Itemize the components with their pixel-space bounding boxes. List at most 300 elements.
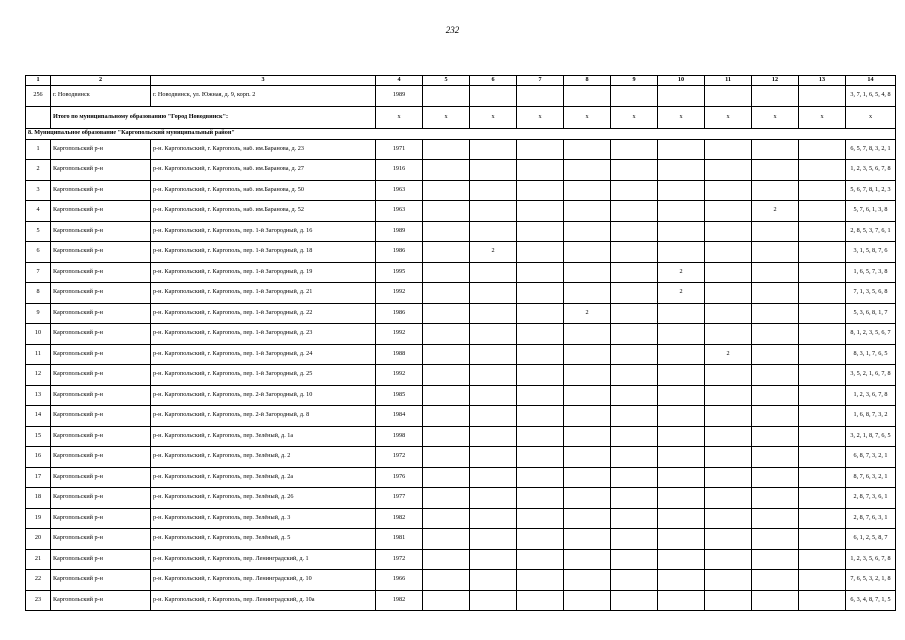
address-cell-text: р-н. Каргопольский, г. Каргополь, пер. Зелёный, д. 26 bbox=[153, 494, 294, 501]
empty-cell bbox=[423, 365, 470, 386]
empty-cell bbox=[611, 365, 658, 386]
empty-cell bbox=[470, 426, 517, 447]
address-cell bbox=[151, 221, 376, 242]
order-cell-text: 8, 3, 1, 7, 6, 5 bbox=[853, 350, 888, 357]
year-cell: 1992 bbox=[376, 365, 423, 386]
empty-cell bbox=[658, 221, 705, 242]
order-cell-text: 6, 5, 7, 8, 3, 2, 1 bbox=[850, 145, 891, 152]
address-cell-text: р-н. Каргопольский, г. Каргополь, пер. Зелёный, д. 2а bbox=[153, 473, 294, 480]
order-cell bbox=[846, 406, 896, 427]
empty-cell bbox=[517, 262, 564, 283]
address-cell-text: р-н. Каргопольский, г. Каргополь, пер. 1-й Загородный, д. 23 bbox=[153, 330, 313, 337]
empty-cell bbox=[564, 549, 611, 570]
empty-cell bbox=[611, 303, 658, 324]
section-title: 8. Муниципальное образование "Каргопольский муниципальный район" bbox=[26, 128, 896, 139]
empty-cell bbox=[705, 529, 752, 550]
order-cell bbox=[846, 180, 896, 201]
empty-cell bbox=[423, 283, 470, 304]
empty-cell bbox=[517, 86, 564, 107]
empty-cell bbox=[752, 529, 799, 550]
year-cell: 1998 bbox=[376, 426, 423, 447]
order-cell bbox=[846, 201, 896, 222]
year-cell: 1963 bbox=[376, 201, 423, 222]
empty-cell bbox=[752, 221, 799, 242]
empty-cell bbox=[752, 242, 799, 263]
year-cell: 1977 bbox=[376, 488, 423, 509]
empty-cell bbox=[470, 508, 517, 529]
year-cell: 1971 bbox=[376, 139, 423, 160]
empty-cell bbox=[470, 488, 517, 509]
empty-cell bbox=[752, 488, 799, 509]
address-cell-text: р-н. Каргопольский, г. Каргополь, наб. им.Баранова, д. 23 bbox=[153, 145, 304, 152]
year-cell: 1986 bbox=[376, 303, 423, 324]
empty-cell bbox=[611, 86, 658, 107]
address-cell-text: р-н. Каргопольский, г. Каргополь, пер. Ленинградский, д. 10а bbox=[153, 596, 315, 603]
order-cell-text: 2, 8, 5, 3, 7, 6, 1 bbox=[850, 227, 891, 234]
address-cell-text: р-н. Каргопольский, г. Каргополь, пер. 1-й Загородный, д. 16 bbox=[153, 227, 313, 234]
total-cell: x bbox=[611, 106, 658, 128]
year-cell: 1982 bbox=[376, 508, 423, 529]
empty-cell bbox=[611, 283, 658, 304]
address-cell bbox=[151, 344, 376, 365]
empty-cell bbox=[470, 201, 517, 222]
empty-cell bbox=[517, 365, 564, 386]
empty-cell bbox=[799, 467, 846, 488]
empty-cell bbox=[564, 365, 611, 386]
empty-cell bbox=[470, 283, 517, 304]
row-number: 23 bbox=[26, 590, 51, 611]
year-cell: 1986 bbox=[376, 242, 423, 263]
order-cell bbox=[846, 139, 896, 160]
empty-cell bbox=[752, 406, 799, 427]
empty-cell bbox=[705, 426, 752, 447]
total-cell: x bbox=[517, 106, 564, 128]
order-cell-text: 2, 8, 7, 6, 3, 1 bbox=[853, 514, 888, 521]
empty-cell bbox=[752, 324, 799, 345]
empty-cell bbox=[752, 549, 799, 570]
empty-cell bbox=[658, 447, 705, 468]
empty-cell bbox=[705, 549, 752, 570]
address-cell bbox=[151, 303, 376, 324]
order-cell bbox=[846, 529, 896, 550]
year-cell: 1992 bbox=[376, 283, 423, 304]
address-cell bbox=[151, 139, 376, 160]
empty-cell bbox=[658, 344, 705, 365]
address-cell-text: р-н. Каргопольский, г. Каргополь, пер. Зелёный, д. 3 bbox=[153, 514, 291, 521]
empty-cell bbox=[26, 106, 51, 128]
empty-cell bbox=[423, 467, 470, 488]
header-cell: 14 bbox=[846, 76, 896, 86]
empty-cell bbox=[752, 344, 799, 365]
empty-cell bbox=[564, 283, 611, 304]
address-cell-text: р-н. Каргопольский, г. Каргополь, пер. 2-й Загородный, д. 10 bbox=[153, 391, 313, 398]
empty-cell bbox=[799, 242, 846, 263]
empty-cell bbox=[658, 549, 705, 570]
empty-cell bbox=[517, 283, 564, 304]
order-cell-text: 5, 7, 6, 1, 3, 8 bbox=[853, 207, 888, 214]
mark-cell: 2 bbox=[470, 242, 517, 263]
empty-cell bbox=[611, 344, 658, 365]
address-cell-text: р-н. Каргопольский, г. Каргополь, пер. Зелёный, д. 5 bbox=[153, 535, 291, 542]
order-cell bbox=[846, 365, 896, 386]
mark-cell: 2 bbox=[658, 283, 705, 304]
year-cell: 1966 bbox=[376, 570, 423, 591]
table-row bbox=[26, 426, 896, 447]
total-cell: x bbox=[846, 106, 896, 128]
year-cell: 1972 bbox=[376, 549, 423, 570]
order-cell bbox=[846, 426, 896, 447]
row-number: 7 bbox=[26, 262, 51, 283]
empty-cell bbox=[799, 86, 846, 107]
empty-cell bbox=[470, 324, 517, 345]
row-number: 256 bbox=[26, 86, 51, 107]
table-row bbox=[26, 365, 896, 386]
table-row bbox=[26, 467, 896, 488]
empty-cell bbox=[799, 262, 846, 283]
empty-cell bbox=[423, 262, 470, 283]
address-cell-text: р-н. Каргопольский, г. Каргополь, наб. им.Баранова, д. 50 bbox=[153, 186, 304, 193]
empty-cell bbox=[517, 590, 564, 611]
row-number: 5 bbox=[26, 221, 51, 242]
empty-cell bbox=[799, 406, 846, 427]
locality-cell: Каргопольский р-н bbox=[51, 324, 151, 345]
empty-cell bbox=[470, 344, 517, 365]
empty-cell bbox=[705, 488, 752, 509]
empty-cell bbox=[705, 262, 752, 283]
empty-cell bbox=[799, 201, 846, 222]
empty-cell bbox=[423, 242, 470, 263]
address-cell bbox=[151, 365, 376, 386]
table-row bbox=[26, 324, 896, 345]
empty-cell bbox=[423, 570, 470, 591]
order-cell-text: 8, 7, 6, 3, 2, 1 bbox=[853, 473, 888, 480]
locality-cell: Каргопольский р-н bbox=[51, 303, 151, 324]
empty-cell bbox=[799, 570, 846, 591]
empty-cell bbox=[423, 549, 470, 570]
order-cell-text: 6, 3, 4, 8, 7, 1, 5 bbox=[850, 596, 891, 603]
empty-cell bbox=[470, 221, 517, 242]
empty-cell bbox=[423, 344, 470, 365]
row-number: 17 bbox=[26, 467, 51, 488]
address-cell bbox=[151, 201, 376, 222]
empty-cell bbox=[752, 467, 799, 488]
empty-cell bbox=[799, 529, 846, 550]
empty-cell bbox=[611, 570, 658, 591]
address-cell-text: р-н. Каргопольский, г. Каргополь, пер. 1-й Загородный, д. 19 bbox=[153, 268, 313, 275]
row-number: 20 bbox=[26, 529, 51, 550]
order-cell-text: 3, 5, 2, 1, 6, 7, 8 bbox=[850, 371, 891, 378]
empty-cell bbox=[705, 221, 752, 242]
empty-cell bbox=[423, 180, 470, 201]
header-cell: 10 bbox=[658, 76, 705, 86]
locality-cell: Каргопольский р-н bbox=[51, 344, 151, 365]
year-cell: 1972 bbox=[376, 447, 423, 468]
header-cell: 12 bbox=[752, 76, 799, 86]
order-cell bbox=[846, 385, 896, 406]
empty-cell bbox=[705, 570, 752, 591]
row-number: 19 bbox=[26, 508, 51, 529]
empty-cell bbox=[658, 365, 705, 386]
row-number: 1 bbox=[26, 139, 51, 160]
order-cell-text: 7, 6, 5, 3, 2, 1, 8 bbox=[850, 576, 891, 583]
empty-cell bbox=[564, 508, 611, 529]
empty-cell bbox=[705, 180, 752, 201]
empty-cell bbox=[423, 508, 470, 529]
table-row bbox=[26, 139, 896, 160]
empty-cell bbox=[658, 180, 705, 201]
empty-cell bbox=[752, 160, 799, 181]
order-cell-text: 5, 3, 6, 8, 1, 7 bbox=[853, 309, 888, 316]
order-cell-text: 7, 1, 3, 5, 6, 8 bbox=[853, 289, 888, 296]
empty-cell bbox=[423, 160, 470, 181]
year-cell: 1976 bbox=[376, 467, 423, 488]
empty-cell bbox=[564, 262, 611, 283]
address-cell bbox=[151, 508, 376, 529]
order-cell-text: 2, 8, 7, 3, 6, 1 bbox=[853, 494, 888, 501]
empty-cell bbox=[517, 529, 564, 550]
order-cell-text: 1, 2, 3, 5, 6, 7, 8 bbox=[850, 166, 891, 173]
empty-cell bbox=[470, 549, 517, 570]
empty-cell bbox=[611, 324, 658, 345]
year-cell: 1989 bbox=[376, 221, 423, 242]
empty-cell bbox=[517, 221, 564, 242]
empty-cell bbox=[611, 385, 658, 406]
order-cell-text: 3, 1, 5, 8, 7, 6 bbox=[853, 248, 888, 255]
order-cell-text: 6, 8, 7, 3, 2, 1 bbox=[853, 453, 888, 460]
empty-cell bbox=[705, 508, 752, 529]
locality-cell: Каргопольский р-н bbox=[51, 467, 151, 488]
empty-cell bbox=[658, 139, 705, 160]
locality-cell: Каргопольский р-н bbox=[51, 488, 151, 509]
empty-cell bbox=[611, 488, 658, 509]
empty-cell bbox=[705, 242, 752, 263]
empty-cell bbox=[658, 242, 705, 263]
empty-cell bbox=[799, 508, 846, 529]
empty-cell bbox=[564, 139, 611, 160]
address-cell: г. Новодвинск, ул. Южная, д. 9, корп. 2 bbox=[151, 86, 376, 107]
empty-cell bbox=[564, 385, 611, 406]
header-cell: 1 bbox=[26, 76, 51, 86]
empty-cell bbox=[658, 590, 705, 611]
order-cell bbox=[846, 262, 896, 283]
empty-cell bbox=[658, 160, 705, 181]
row-number: 21 bbox=[26, 549, 51, 570]
locality-cell: Каргопольский р-н bbox=[51, 180, 151, 201]
section-row bbox=[26, 128, 896, 139]
order-cell bbox=[846, 221, 896, 242]
empty-cell bbox=[752, 180, 799, 201]
year-cell: 1985 bbox=[376, 385, 423, 406]
locality-cell: г. Новодвинск bbox=[51, 86, 151, 107]
mark-cell: 2 bbox=[564, 303, 611, 324]
empty-cell bbox=[752, 283, 799, 304]
header-cell: 8 bbox=[564, 76, 611, 86]
header-cell: 11 bbox=[705, 76, 752, 86]
table-row bbox=[26, 242, 896, 263]
empty-cell bbox=[470, 262, 517, 283]
empty-cell bbox=[517, 447, 564, 468]
empty-cell bbox=[611, 406, 658, 427]
table-row bbox=[26, 180, 896, 201]
empty-cell bbox=[705, 86, 752, 107]
order-cell bbox=[846, 570, 896, 591]
header-cell: 6 bbox=[470, 76, 517, 86]
year-cell: 1916 bbox=[376, 160, 423, 181]
empty-cell bbox=[517, 139, 564, 160]
address-cell bbox=[151, 180, 376, 201]
empty-cell bbox=[658, 529, 705, 550]
empty-cell bbox=[611, 590, 658, 611]
header-cell: 7 bbox=[517, 76, 564, 86]
empty-cell bbox=[799, 385, 846, 406]
year-cell: 1984 bbox=[376, 406, 423, 427]
empty-cell bbox=[564, 180, 611, 201]
address-cell bbox=[151, 406, 376, 427]
empty-cell bbox=[611, 508, 658, 529]
empty-cell bbox=[564, 426, 611, 447]
table-row bbox=[26, 447, 896, 468]
header-cell: 2 bbox=[51, 76, 151, 86]
empty-cell bbox=[611, 221, 658, 242]
table-row bbox=[26, 344, 896, 365]
row-number: 11 bbox=[26, 344, 51, 365]
locality-cell: Каргопольский р-н bbox=[51, 406, 151, 427]
row-number: 10 bbox=[26, 324, 51, 345]
data-table bbox=[25, 75, 896, 611]
table-row bbox=[26, 529, 896, 550]
empty-cell bbox=[564, 324, 611, 345]
empty-cell bbox=[423, 590, 470, 611]
row-number: 14 bbox=[26, 406, 51, 427]
empty-cell bbox=[423, 385, 470, 406]
empty-cell bbox=[517, 508, 564, 529]
locality-cell: Каргопольский р-н bbox=[51, 139, 151, 160]
address-cell bbox=[151, 529, 376, 550]
table-row bbox=[26, 201, 896, 222]
empty-cell bbox=[517, 160, 564, 181]
empty-cell bbox=[799, 426, 846, 447]
empty-cell bbox=[564, 160, 611, 181]
empty-cell bbox=[423, 86, 470, 107]
empty-cell bbox=[752, 447, 799, 468]
empty-cell bbox=[423, 529, 470, 550]
empty-cell bbox=[517, 467, 564, 488]
table-row bbox=[26, 262, 896, 283]
empty-cell bbox=[752, 426, 799, 447]
table-row bbox=[26, 86, 896, 107]
address-cell bbox=[151, 160, 376, 181]
empty-cell bbox=[470, 447, 517, 468]
table-row bbox=[26, 283, 896, 304]
total-cell: x bbox=[705, 106, 752, 128]
locality-cell: Каргопольский р-н bbox=[51, 365, 151, 386]
empty-cell bbox=[517, 385, 564, 406]
order-text: 3, 7, 1, 6, 5, 4, 8 bbox=[850, 92, 891, 99]
order-cell bbox=[846, 447, 896, 468]
row-number: 4 bbox=[26, 201, 51, 222]
address-cell-text: р-н. Каргопольский, г. Каргополь, пер. 2-й Загородный, д. 8 bbox=[153, 412, 310, 419]
empty-cell bbox=[564, 529, 611, 550]
empty-cell bbox=[752, 508, 799, 529]
address-cell-text: р-н. Каргопольский, г. Каргополь, пер. 1-й Загородный, д. 24 bbox=[153, 350, 313, 357]
empty-cell bbox=[423, 488, 470, 509]
empty-cell bbox=[564, 242, 611, 263]
order-cell bbox=[846, 344, 896, 365]
address-cell bbox=[151, 324, 376, 345]
total-cell: x bbox=[752, 106, 799, 128]
header-cell: 13 bbox=[799, 76, 846, 86]
row-number: 13 bbox=[26, 385, 51, 406]
address-cell bbox=[151, 262, 376, 283]
order-cell bbox=[846, 303, 896, 324]
empty-cell bbox=[470, 86, 517, 107]
locality-cell: Каргопольский р-н bbox=[51, 385, 151, 406]
table-row bbox=[26, 406, 896, 427]
empty-cell bbox=[423, 426, 470, 447]
empty-cell bbox=[611, 447, 658, 468]
empty-cell bbox=[705, 160, 752, 181]
empty-cell bbox=[658, 201, 705, 222]
empty-cell bbox=[564, 221, 611, 242]
empty-cell bbox=[470, 529, 517, 550]
empty-cell bbox=[423, 324, 470, 345]
table-row bbox=[26, 303, 896, 324]
mark-cell: 2 bbox=[705, 344, 752, 365]
year-cell: 1992 bbox=[376, 324, 423, 345]
empty-cell bbox=[611, 180, 658, 201]
empty-cell bbox=[423, 201, 470, 222]
empty-cell bbox=[658, 426, 705, 447]
empty-cell bbox=[611, 426, 658, 447]
empty-cell bbox=[423, 221, 470, 242]
total-label: Итого по муниципальному образованию "Город Новодвинск": bbox=[51, 106, 376, 128]
empty-cell bbox=[705, 139, 752, 160]
locality-cell: Каргопольский р-н bbox=[51, 529, 151, 550]
row-number: 6 bbox=[26, 242, 51, 263]
empty-cell bbox=[799, 549, 846, 570]
empty-cell bbox=[423, 303, 470, 324]
empty-cell bbox=[799, 180, 846, 201]
empty-cell bbox=[470, 365, 517, 386]
order-cell bbox=[846, 242, 896, 263]
year-cell: 1981 bbox=[376, 529, 423, 550]
empty-cell bbox=[705, 324, 752, 345]
address-cell bbox=[151, 467, 376, 488]
address-cell-text: р-н. Каргопольский, г. Каргополь, пер. Зелёный, д. 1а bbox=[153, 432, 294, 439]
empty-cell bbox=[799, 590, 846, 611]
empty-cell bbox=[752, 365, 799, 386]
empty-cell bbox=[705, 406, 752, 427]
locality-cell: Каргопольский р-н bbox=[51, 262, 151, 283]
order-cell bbox=[846, 590, 896, 611]
empty-cell bbox=[611, 549, 658, 570]
row-number: 15 bbox=[26, 426, 51, 447]
empty-cell bbox=[611, 139, 658, 160]
empty-cell bbox=[470, 570, 517, 591]
empty-cell bbox=[705, 467, 752, 488]
empty-cell bbox=[517, 324, 564, 345]
table-row bbox=[26, 221, 896, 242]
empty-cell bbox=[658, 406, 705, 427]
address-cell bbox=[151, 488, 376, 509]
row-number: 2 bbox=[26, 160, 51, 181]
table-row bbox=[26, 488, 896, 509]
order-cell bbox=[846, 324, 896, 345]
empty-cell bbox=[423, 406, 470, 427]
address-cell-text: р-н. Каргопольский, г. Каргополь, пер. Ленинградский, д. 10 bbox=[153, 576, 312, 583]
year-cell: 1963 bbox=[376, 180, 423, 201]
empty-cell bbox=[517, 488, 564, 509]
